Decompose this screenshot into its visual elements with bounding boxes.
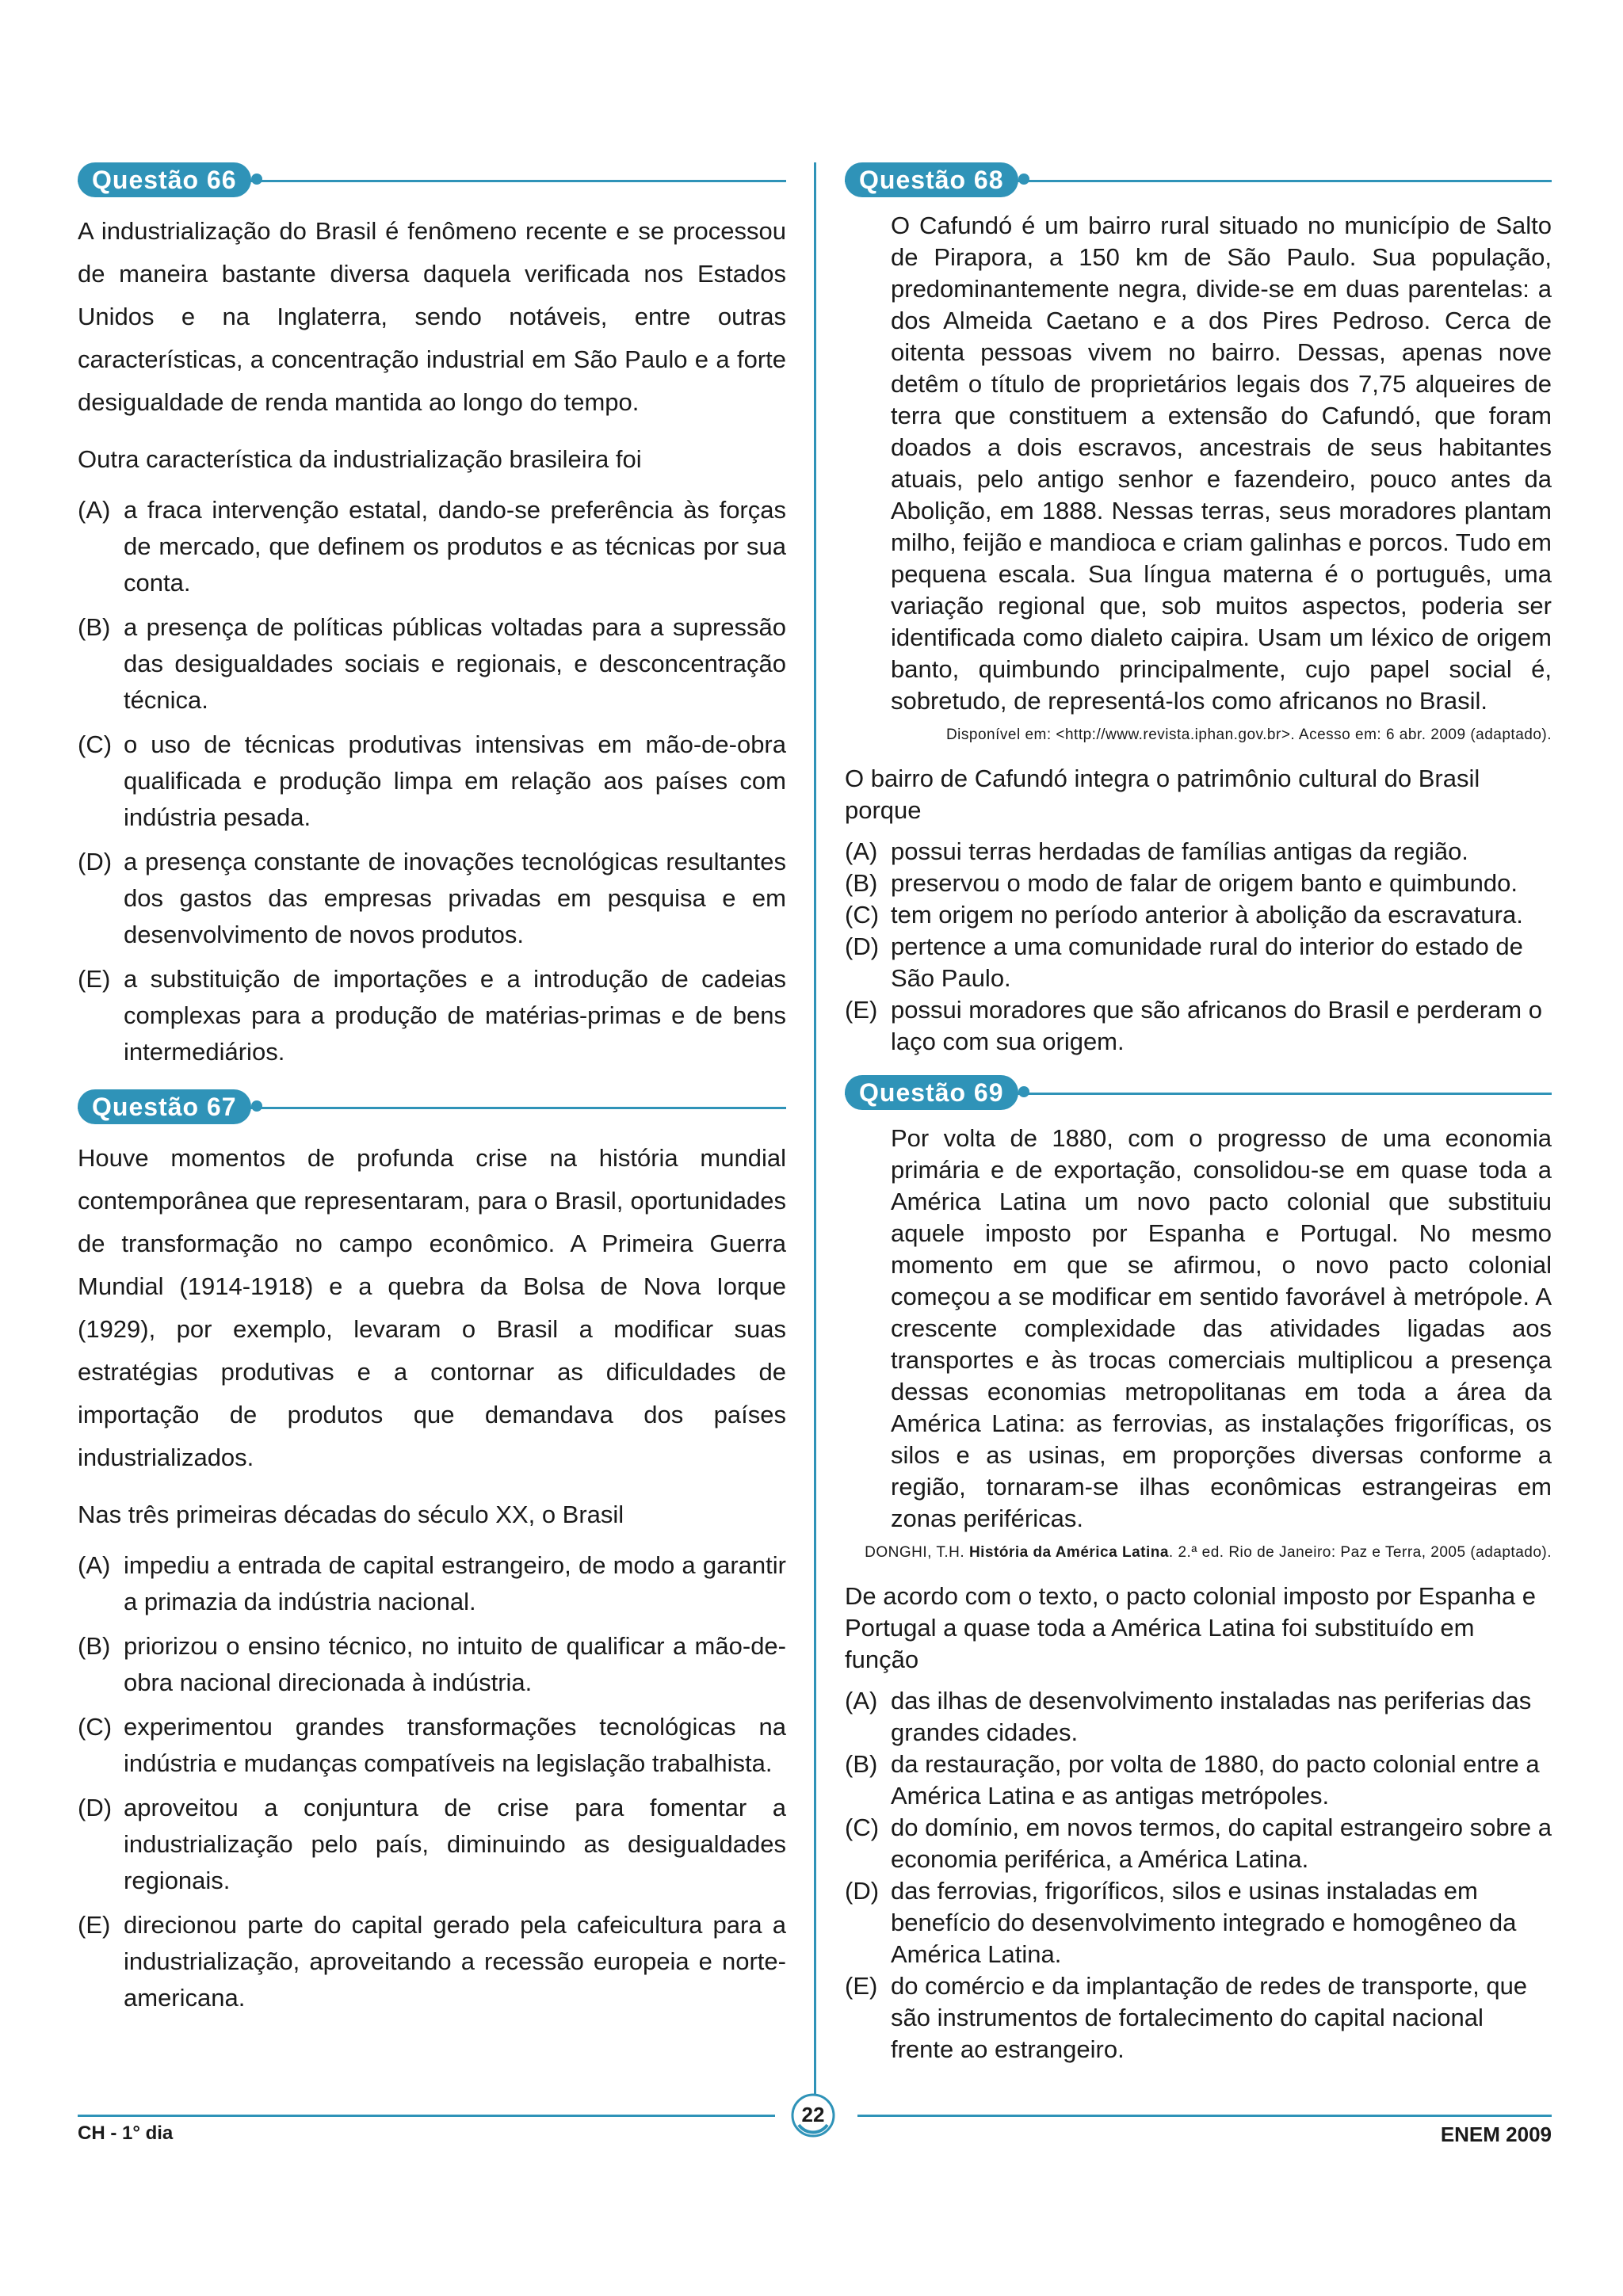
option-letter: (A) xyxy=(845,1687,878,1714)
option-letter: (D) xyxy=(78,1794,113,1821)
column-divider xyxy=(814,162,816,2103)
footer-exam-name: ENEM 2009 xyxy=(1440,2122,1552,2146)
option-b[interactable] xyxy=(845,868,1552,899)
option-text: tem origem no período anterior à abolição da escravatura. xyxy=(891,901,1523,929)
option-text: pertence a uma comunidade rural do interior do estado de São Paulo. xyxy=(891,933,1523,992)
question-label: Questão 69 xyxy=(845,1075,1018,1110)
question-69-source xyxy=(845,1543,1552,1563)
option-text: possui terras herdadas de famílias antigas da região. xyxy=(891,837,1468,865)
option-text: a presença constante de inovações tecnológicas resultantes dos gastos das empresas privadas em pesquisa e em desenvolvimento de novos produtos. xyxy=(124,848,786,948)
question-68-header xyxy=(845,162,1552,199)
footer-rule-right xyxy=(857,2115,1552,2117)
footer-rule-left xyxy=(78,2115,775,2117)
option-letter: (D) xyxy=(845,1877,880,1905)
question-66-header xyxy=(78,162,786,199)
option-d[interactable] xyxy=(845,931,1552,994)
option-text: o uso de técnicas produtivas intensivas em mão-de-obra qualificada e produção limpa em relação aos países com indústria pesada. xyxy=(124,730,786,831)
question-69-header xyxy=(845,1075,1552,1112)
option-text: direcionou parte do capital gerado pela cafeicultura para a industrialização, aproveitando a recessão europeia e norte-americana. xyxy=(124,1911,786,2012)
question-68-prompt: O bairro de Cafundó integra o patrimônio cultural do Brasil porque xyxy=(845,765,1480,824)
question-69-text: Por volta de 1880, com o progresso de uma economia primária e de exportação, consolidou-se em quase toda a América Latina um novo pacto colonial que substituiu aquele imposto por Espanha e Portugal. No mesmo momento em que se afirmou, o novo pacto colonial começou a se modificar em sentido favorável à metrópole. A crescente complexidade das atividades ligadas aos transportes e às trocas comerciais multiplicou a presença dessas economias metropolitanas em toda a área da América Latina: as ferrovias, as instalações frigoríficas, os silos e as usinas, em proporções diversas conforme a região, tornaram-se ilhas econômicas estrangeiras em zonas periféricas. xyxy=(891,1124,1552,1532)
option-a[interactable] xyxy=(845,1685,1552,1749)
right-column xyxy=(845,162,1552,2083)
question-66 xyxy=(78,162,786,1070)
question-label: Questão 67 xyxy=(78,1089,251,1124)
option-d[interactable] xyxy=(78,1790,786,1899)
option-e[interactable] xyxy=(845,1970,1552,2065)
question-67 xyxy=(78,1089,786,2016)
option-letter: (B) xyxy=(845,1750,878,1778)
question-66-prompt: Outra característica da industrialização brasileira foi xyxy=(78,445,642,473)
option-letter: (D) xyxy=(845,933,880,960)
option-text: a substituição de importações e a introdução de cadeias complexas para a produção de matérias-primas e de bens intermediários. xyxy=(124,965,786,1066)
option-letter: (A) xyxy=(845,837,878,865)
option-letter: (C) xyxy=(845,1814,880,1841)
option-b[interactable] xyxy=(78,1628,786,1701)
question-label: Questão 66 xyxy=(78,162,251,197)
option-text: das ilhas de desenvolvimento instaladas nas periferias das grandes cidades. xyxy=(891,1687,1532,1746)
option-text: preservou o modo de falar de origem banto e quimbundo. xyxy=(891,869,1518,897)
option-e[interactable] xyxy=(78,1907,786,2016)
option-text: impediu a entrada de capital estrangeiro, de modo a garantir a primazia da indústria nacional. xyxy=(124,1551,786,1615)
option-letter: (E) xyxy=(78,965,111,993)
source-details: . 2.ª ed. Rio de Janeiro: Paz e Terra, 2005 (adaptado). xyxy=(1168,1544,1552,1561)
option-text: priorizou o ensino técnico, no intuito de qualificar a mão-de-obra nacional direcionada à indústria. xyxy=(124,1632,786,1696)
question-66-options xyxy=(78,492,786,1070)
footer-exam-day: CH - 1° dia xyxy=(78,2122,174,2144)
option-d[interactable] xyxy=(78,844,786,953)
option-b[interactable] xyxy=(845,1749,1552,1812)
option-letter: (A) xyxy=(78,1551,111,1579)
option-letter: (E) xyxy=(845,1972,878,2000)
left-column xyxy=(78,162,786,2035)
question-67-options xyxy=(78,1547,786,2016)
option-text: aproveitou a conjuntura de crise para fomentar a industrialização pelo país, diminuindo as desigualdades regionais. xyxy=(124,1794,786,1894)
question-67-prompt: Nas três primeiras décadas do século XX, o Brasil xyxy=(78,1501,624,1528)
option-letter: (E) xyxy=(78,1911,111,1939)
option-text: do comércio e da implantação de redes de transporte, que são instrumentos de fortalecimento do capital nacional frente ao estrangeiro. xyxy=(891,1972,1528,2063)
option-c[interactable] xyxy=(78,727,786,836)
option-text: a fraca intervenção estatal, dando-se preferência às forças de mercado, que definem os produtos e as técnicas por sua conta. xyxy=(124,496,786,597)
option-e[interactable] xyxy=(78,961,786,1070)
source-author: DONGHI, T.H. xyxy=(865,1544,965,1561)
option-text: experimentou grandes transformações tecnológicas na indústria e mudanças compatíveis na legislação trabalhista. xyxy=(124,1713,786,1777)
option-letter: (B) xyxy=(845,869,878,897)
option-letter: (E) xyxy=(845,996,878,1024)
option-letter: (B) xyxy=(78,613,111,641)
question-69-prompt: De acordo com o texto, o pacto colonial imposto por Espanha e Portugal a quase toda a América Latina foi substituído em função xyxy=(845,1582,1536,1673)
option-letter: (A) xyxy=(78,496,111,524)
option-c[interactable] xyxy=(78,1709,786,1782)
question-68-source: Disponível em: <http://www.revista.iphan.gov.br>. Acesso em: 6 abr. 2009 (adaptado). xyxy=(945,727,1552,743)
option-a[interactable] xyxy=(845,836,1552,868)
option-e[interactable] xyxy=(845,994,1552,1058)
question-68-text: O Cafundó é um bairro rural situado no município de Salto de Pirapora, a 150 km de São Paulo. Sua população, predominantemente negra, divide-se em duas parentelas: a dos Almeida Caetano e a dos Pires Pedroso. Cerca de oitenta pessoas vivem no bairro. Dessas, apenas nove detêm o título de proprietários legais dos 7,75 alqueires de terra que constituem a extensão do Cafundó, que foram doados a dois escravos, ancestrais de seus habitantes atuais, pelo antigo senhor e fazendeiro, pouco antes da Abolição, em 1888. Nessas terras, seus moradores plantam milho, feijão e mandioca e criam galinhas e porcos. Tudo em pequena escala. Sua língua materna é o português, uma variação regional que, sob muitos aspectos, poderia ser identificada como dialeto caipira. Usam um léxico de origem banto, quimbundo principalmente, cujo papel social é, sobretudo, de representá-los como africanos no Brasil. xyxy=(891,212,1552,715)
option-text: do domínio, em novos termos, do capital estrangeiro sobre a economia periférica, a América Latina. xyxy=(891,1814,1552,1873)
option-letter: (D) xyxy=(78,848,113,875)
option-text: a presença de políticas públicas voltadas para a supressão das desigualdades sociais e regionais, e desconcentração técnica. xyxy=(124,613,786,714)
option-d[interactable] xyxy=(845,1875,1552,1970)
option-a[interactable] xyxy=(78,492,786,601)
option-c[interactable] xyxy=(845,899,1552,931)
option-a[interactable] xyxy=(78,1547,786,1620)
option-b[interactable] xyxy=(78,609,786,719)
question-69 xyxy=(845,1075,1552,2065)
question-66-text: A industrialização do Brasil é fenômeno recente e se processou de maneira bastante diversa daquela verificada nos Estados Unidos e na Inglaterra, sendo notáveis, entre outras características, a concentração industrial em São Paulo e a forte desigualdade de renda mantida ao longo do tempo. xyxy=(78,217,786,416)
question-label: Questão 68 xyxy=(845,162,1018,197)
option-c[interactable] xyxy=(845,1812,1552,1875)
option-letter: (B) xyxy=(78,1632,111,1660)
question-67-text: Houve momentos de profunda crise na história mundial contemporânea que representaram, para o Brasil, oportunidades de transformação no campo econômico. A Primeira Guerra Mundial (1914-1918) e a quebra da Bolsa de Nova Iorque (1929), por exemplo, levaram o Brasil a modificar suas estratégias produtivas e a contornar as dificuldades de importação de produtos que demandava dos países industrializados. xyxy=(78,1144,786,1471)
question-67-header xyxy=(78,1089,786,1126)
question-68 xyxy=(845,162,1552,1058)
option-text: da restauração, por volta de 1880, do pacto colonial entre a América Latina e as antigas metrópoles. xyxy=(891,1750,1540,1810)
question-68-options xyxy=(845,836,1552,1058)
option-letter: (C) xyxy=(78,730,113,758)
option-text: possui moradores que são africanos do Brasil e perderam o laço com sua origem. xyxy=(891,996,1542,1055)
source-title: História da América Latina xyxy=(968,1544,1169,1561)
option-text: das ferrovias, frigoríficos, silos e usinas instaladas em benefício do desenvolvimento integrado e homogêneo da América Latina. xyxy=(891,1877,1517,1968)
question-69-options xyxy=(845,1685,1552,2065)
page-number: 22 xyxy=(801,2103,825,2126)
option-letter: (C) xyxy=(845,901,880,929)
option-letter: (C) xyxy=(78,1713,113,1741)
